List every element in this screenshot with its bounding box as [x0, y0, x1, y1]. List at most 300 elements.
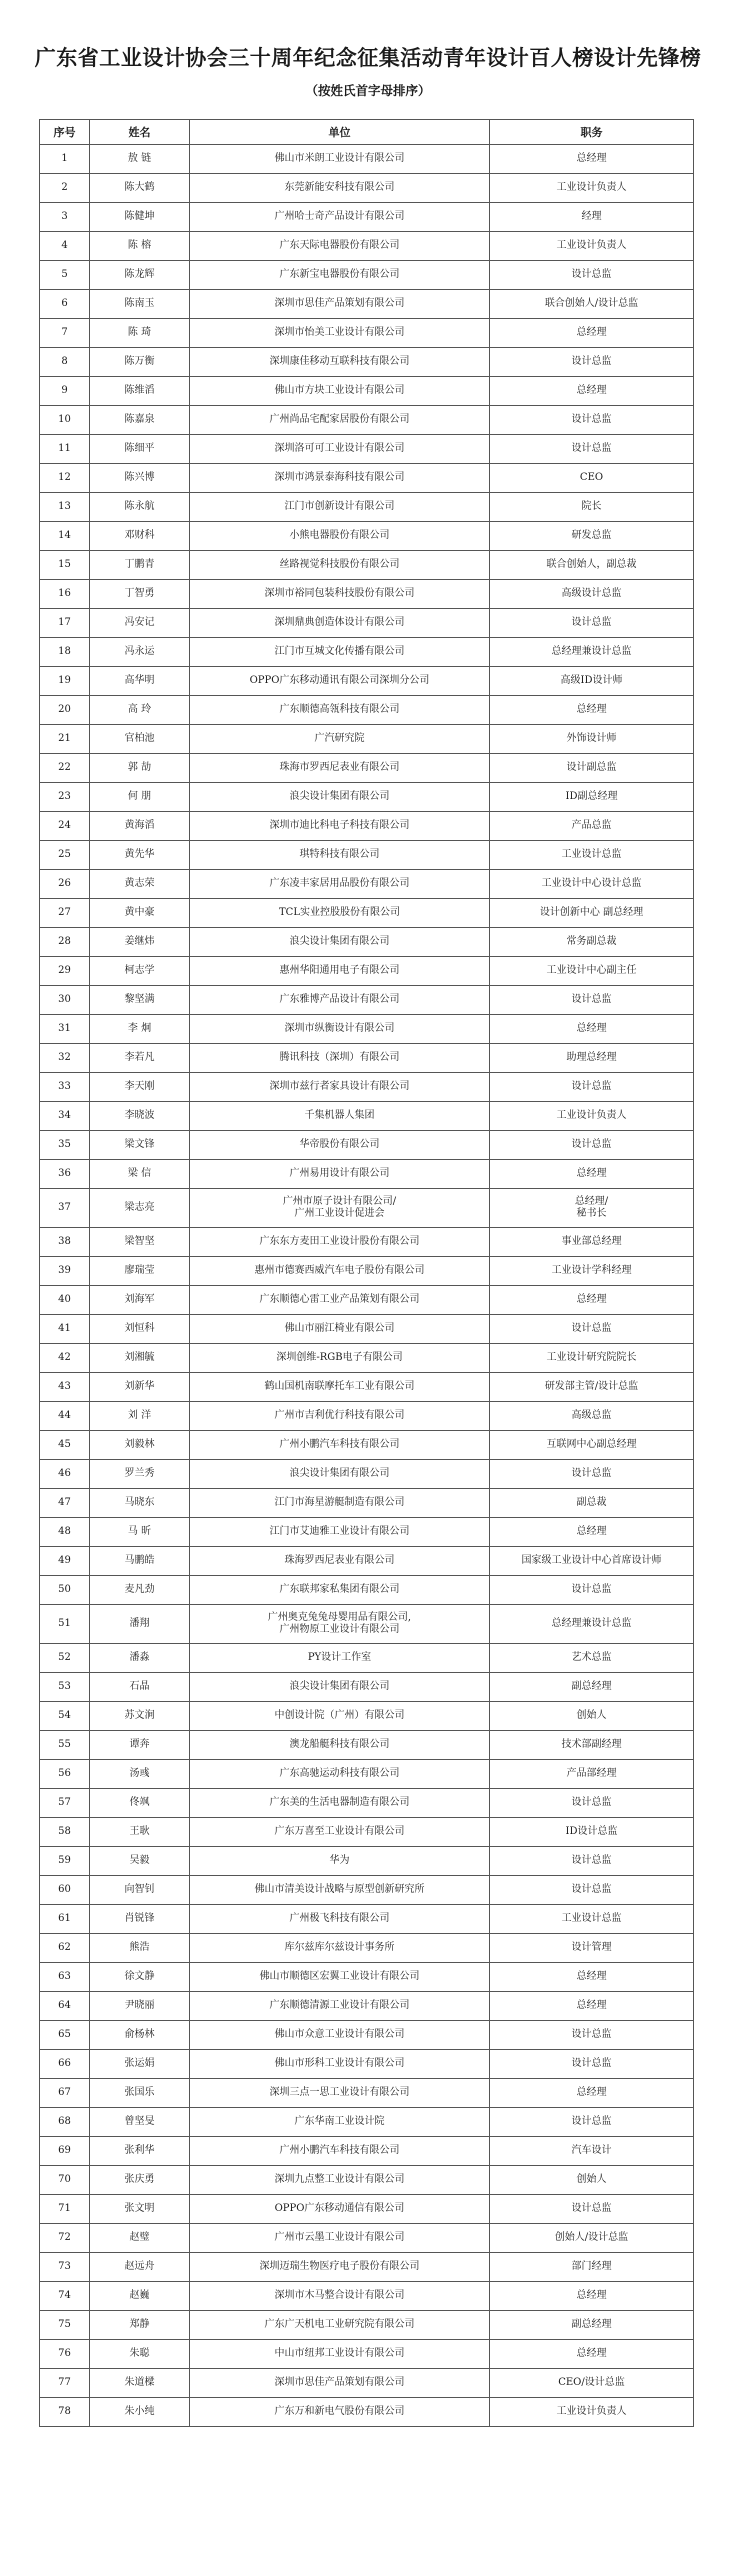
table-row [40, 1131, 694, 1160]
position: 总经理 [490, 1963, 694, 1992]
list-table [39, 119, 694, 2427]
row-number: 67 [40, 2079, 90, 2108]
row-number: 37 [40, 1189, 90, 1228]
table-row [40, 2021, 694, 2050]
organization: OPPO广东移动通信有限公司 [190, 2195, 490, 2224]
person-name: 佟飒 [90, 1789, 190, 1818]
organization: 腾讯科技（深圳）有限公司 [190, 1044, 490, 1073]
row-number: 66 [40, 2050, 90, 2079]
row-number: 64 [40, 1992, 90, 2021]
table-row [40, 522, 694, 551]
row-number: 39 [40, 1257, 90, 1286]
person-name: 徐文静 [90, 1963, 190, 1992]
row-number: 60 [40, 1876, 90, 1905]
position: 工业设计负责人 [490, 2398, 694, 2427]
table-row [40, 174, 694, 203]
organization: 广州市云墨工业设计有限公司 [190, 2224, 490, 2253]
table-row [40, 2108, 694, 2137]
organization: 深圳市思佳产品策划有限公司 [190, 2369, 490, 2398]
table-row [40, 1673, 694, 1702]
organization: 广州尚品宅配家居股份有限公司 [190, 406, 490, 435]
row-number: 54 [40, 1702, 90, 1731]
person-name: 刘 洋 [90, 1402, 190, 1431]
organization: TCL实业控股股份有限公司 [190, 899, 490, 928]
row-number: 41 [40, 1315, 90, 1344]
table-row [40, 783, 694, 812]
organization: 深圳洛可可工业设计有限公司 [190, 435, 490, 464]
position: 设计总监 [490, 406, 694, 435]
organization: 江门市创新设计有限公司 [190, 493, 490, 522]
position: 设计总监 [490, 261, 694, 290]
organization: 珠海罗西尼表业有限公司 [190, 1547, 490, 1576]
person-name: 汤彧 [90, 1760, 190, 1789]
table-row [40, 957, 694, 986]
organization: 深圳市裕同包装科技股份有限公司 [190, 580, 490, 609]
person-name: 熊浩 [90, 1934, 190, 1963]
organization: 江门市互城文化传播有限公司 [190, 638, 490, 667]
position: 高级设计总监 [490, 580, 694, 609]
row-number: 42 [40, 1344, 90, 1373]
person-name: 梁智坚 [90, 1228, 190, 1257]
position: 设计总监 [490, 1131, 694, 1160]
row-number: 47 [40, 1489, 90, 1518]
table-row [40, 812, 694, 841]
organization: 浪尖设计集团有限公司 [190, 1673, 490, 1702]
person-name: 张国乐 [90, 2079, 190, 2108]
row-number: 46 [40, 1460, 90, 1489]
position: 汽车设计 [490, 2137, 694, 2166]
organization: 广东凌丰家居用品股份有限公司 [190, 870, 490, 899]
position: 常务副总裁 [490, 928, 694, 957]
table-row [40, 1228, 694, 1257]
table-row [40, 609, 694, 638]
position: 高级总监 [490, 1402, 694, 1431]
row-number: 22 [40, 754, 90, 783]
person-name: 黄海滔 [90, 812, 190, 841]
person-name: 丁鹏青 [90, 551, 190, 580]
position: 总经理 [490, 1015, 694, 1044]
organization: 深圳市纵衡设计有限公司 [190, 1015, 490, 1044]
position: 设计总监 [490, 1789, 694, 1818]
person-name: 李天刚 [90, 1073, 190, 1102]
row-number: 3 [40, 203, 90, 232]
person-name: 李晓波 [90, 1102, 190, 1131]
header-number: 序号 [40, 120, 90, 145]
table-row [40, 1818, 694, 1847]
table-row [40, 580, 694, 609]
organization: 惠州华阳通用电子有限公司 [190, 957, 490, 986]
position: 设计总监 [490, 2108, 694, 2137]
position: 国家级工业设计中心首席设计师 [490, 1547, 694, 1576]
row-number: 31 [40, 1015, 90, 1044]
person-name: 朱道樑 [90, 2369, 190, 2398]
organization: 深圳鼎典创造体设计有限公司 [190, 609, 490, 638]
person-name: 柯志学 [90, 957, 190, 986]
position: 产品部经理 [490, 1760, 694, 1789]
person-name: 官柏池 [90, 725, 190, 754]
position: ID设计总监 [490, 1818, 694, 1847]
person-name: 刘湘毓 [90, 1344, 190, 1373]
person-name: 黄先华 [90, 841, 190, 870]
row-number: 59 [40, 1847, 90, 1876]
row-number: 23 [40, 783, 90, 812]
row-number: 56 [40, 1760, 90, 1789]
person-name: 陈 榕 [90, 232, 190, 261]
row-number: 32 [40, 1044, 90, 1073]
organization: 浪尖设计集团有限公司 [190, 1460, 490, 1489]
organization: 东莞新能安科技有限公司 [190, 174, 490, 203]
table-row [40, 2079, 694, 2108]
person-name: 潘淼 [90, 1644, 190, 1673]
person-name: 赵璧 [90, 2224, 190, 2253]
row-number: 57 [40, 1789, 90, 1818]
row-number: 65 [40, 2021, 90, 2050]
position: 总经理 [490, 2282, 694, 2311]
organization: 库尔兹库尔兹设计事务所 [190, 1934, 490, 1963]
organization: 广州哈士奇产品设计有限公司 [190, 203, 490, 232]
table-row [40, 899, 694, 928]
position: 设计总监 [490, 1315, 694, 1344]
position: CEO/设计总监 [490, 2369, 694, 2398]
table-row [40, 1876, 694, 1905]
row-number: 16 [40, 580, 90, 609]
table-row [40, 1847, 694, 1876]
row-number: 20 [40, 696, 90, 725]
position: 工业设计总监 [490, 1905, 694, 1934]
person-name: 张文明 [90, 2195, 190, 2224]
table-row [40, 2282, 694, 2311]
person-name: 潘翔 [90, 1605, 190, 1644]
row-number: 26 [40, 870, 90, 899]
position: 总经理 [490, 1992, 694, 2021]
table-row [40, 1257, 694, 1286]
row-number: 70 [40, 2166, 90, 2195]
organization: 广东联邦家私集团有限公司 [190, 1576, 490, 1605]
row-number: 43 [40, 1373, 90, 1402]
table-row [40, 2050, 694, 2079]
table-row [40, 1044, 694, 1073]
table-row [40, 1789, 694, 1818]
row-number: 45 [40, 1431, 90, 1460]
position: 工业设计总监 [490, 841, 694, 870]
row-number: 21 [40, 725, 90, 754]
person-name: 陈维滔 [90, 377, 190, 406]
row-number: 40 [40, 1286, 90, 1315]
person-name: 俞杨林 [90, 2021, 190, 2050]
table-row [40, 2398, 694, 2427]
row-number: 76 [40, 2340, 90, 2369]
person-name: 朱小纯 [90, 2398, 190, 2427]
table-body [40, 145, 694, 2427]
position: 设计总监 [490, 2195, 694, 2224]
position: 设计总监 [490, 2050, 694, 2079]
table-row [40, 1460, 694, 1489]
person-name: 张运娟 [90, 2050, 190, 2079]
organization: 佛山市丽江椅业有限公司 [190, 1315, 490, 1344]
position: 总经理/ 秘书长 [490, 1189, 694, 1228]
table-row [40, 1286, 694, 1315]
row-number: 51 [40, 1605, 90, 1644]
organization: 江门市艾迪雅工业设计有限公司 [190, 1518, 490, 1547]
organization: 澳龙船艇科技有限公司 [190, 1731, 490, 1760]
position: 总经理 [490, 2340, 694, 2369]
row-number: 63 [40, 1963, 90, 1992]
position: 工业设计负责人 [490, 232, 694, 261]
organization: 千集机器人集团 [190, 1102, 490, 1131]
person-name: 李若凡 [90, 1044, 190, 1073]
position: 设计管理 [490, 1934, 694, 1963]
person-name: 黄志荣 [90, 870, 190, 899]
row-number: 19 [40, 667, 90, 696]
organization: 广州小鹏汽车科技有限公司 [190, 1431, 490, 1460]
organization: 中创设计院（广州）有限公司 [190, 1702, 490, 1731]
table-row [40, 696, 694, 725]
organization: 深圳市怡美工业设计有限公司 [190, 319, 490, 348]
organization: 深圳市兹行者家具设计有限公司 [190, 1073, 490, 1102]
organization: 深圳市木马整合设计有限公司 [190, 2282, 490, 2311]
table-row [40, 754, 694, 783]
person-name: 廖瑞莹 [90, 1257, 190, 1286]
position: 总经理 [490, 1286, 694, 1315]
position: 设计总监 [490, 609, 694, 638]
row-number: 4 [40, 232, 90, 261]
organization: 深圳康佳移动互联科技有限公司 [190, 348, 490, 377]
table-row [40, 1489, 694, 1518]
table-row [40, 551, 694, 580]
table-row [40, 841, 694, 870]
position: 总经理 [490, 696, 694, 725]
table-row [40, 290, 694, 319]
row-number: 30 [40, 986, 90, 1015]
organization: 深圳创维-RGB电子有限公司 [190, 1344, 490, 1373]
position: 创始人/设计总监 [490, 2224, 694, 2253]
header-position: 职务 [490, 120, 694, 145]
person-name: 姜继炜 [90, 928, 190, 957]
table-row [40, 464, 694, 493]
organization: 广州小鹏汽车科技有限公司 [190, 2137, 490, 2166]
organization: 深圳市思佳产品策划有限公司 [190, 290, 490, 319]
person-name: 陈健坤 [90, 203, 190, 232]
organization: 浪尖设计集团有限公司 [190, 783, 490, 812]
table-row [40, 145, 694, 174]
table-row [40, 725, 694, 754]
person-name: 王耿 [90, 1818, 190, 1847]
header-name: 姓名 [90, 120, 190, 145]
table-row [40, 1905, 694, 1934]
person-name: 肖锐锋 [90, 1905, 190, 1934]
table-row [40, 261, 694, 290]
row-number: 28 [40, 928, 90, 957]
organization: 华为 [190, 1847, 490, 1876]
organization: 广州奥克兔兔母婴用品有限公司, 广州物原工业设计有限公司 [190, 1605, 490, 1644]
organization: 广东万喜至工业设计有限公司 [190, 1818, 490, 1847]
table-row [40, 2311, 694, 2340]
row-number: 2 [40, 174, 90, 203]
row-number: 77 [40, 2369, 90, 2398]
organization: 广汽研究院 [190, 725, 490, 754]
row-number: 18 [40, 638, 90, 667]
organization: 江门市海星游艇制造有限公司 [190, 1489, 490, 1518]
table-row [40, 348, 694, 377]
person-name: 丁智勇 [90, 580, 190, 609]
row-number: 17 [40, 609, 90, 638]
position: 总经理 [490, 319, 694, 348]
table-row [40, 1189, 694, 1228]
table-row [40, 2166, 694, 2195]
table-row [40, 1934, 694, 1963]
table-row [40, 232, 694, 261]
row-number: 25 [40, 841, 90, 870]
person-name: 马鹏皓 [90, 1547, 190, 1576]
person-name: 刘毅林 [90, 1431, 190, 1460]
person-name: 梁 信 [90, 1160, 190, 1189]
position: 设计副总监 [490, 754, 694, 783]
table-row [40, 1644, 694, 1673]
position: 外饰设计师 [490, 725, 694, 754]
person-name: 陈万衡 [90, 348, 190, 377]
table-row [40, 1344, 694, 1373]
person-name: 冯永运 [90, 638, 190, 667]
table-row [40, 435, 694, 464]
page-subtitle: （按姓氏首字母排序） [305, 83, 431, 98]
person-name: 谭奔 [90, 1731, 190, 1760]
position: 经理 [490, 203, 694, 232]
table-row [40, 2340, 694, 2369]
organization: 佛山市米朗工业设计有限公司 [190, 145, 490, 174]
row-number: 53 [40, 1673, 90, 1702]
table-header-row [40, 120, 694, 145]
row-number: 68 [40, 2108, 90, 2137]
row-number: 55 [40, 1731, 90, 1760]
row-number: 27 [40, 899, 90, 928]
row-number: 34 [40, 1102, 90, 1131]
row-number: 74 [40, 2282, 90, 2311]
organization: 佛山市清美设计战略与原型创新研究所 [190, 1876, 490, 1905]
row-number: 29 [40, 957, 90, 986]
row-number: 8 [40, 348, 90, 377]
position: 研发总监 [490, 522, 694, 551]
row-number: 75 [40, 2311, 90, 2340]
person-name: 高 玲 [90, 696, 190, 725]
row-number: 78 [40, 2398, 90, 2427]
table-row [40, 1760, 694, 1789]
position: ID副总经理 [490, 783, 694, 812]
position: 副总经理 [490, 1673, 694, 1702]
position: 总经理兼设计总监 [490, 638, 694, 667]
position: 设计总监 [490, 986, 694, 1015]
row-number: 1 [40, 145, 90, 174]
organization: PY设计工作室 [190, 1644, 490, 1673]
table-row [40, 638, 694, 667]
organization: 广东美的生活电器制造有限公司 [190, 1789, 490, 1818]
organization: 中山市纽邦工业设计有限公司 [190, 2340, 490, 2369]
person-name: 郑静 [90, 2311, 190, 2340]
position: 总经理 [490, 145, 694, 174]
position: 工业设计中心设计总监 [490, 870, 694, 899]
organization: 华帝股份有限公司 [190, 1131, 490, 1160]
position: 副总裁 [490, 1489, 694, 1518]
position: 部门经理 [490, 2253, 694, 2282]
position: 设计总监 [490, 435, 694, 464]
position: 联合创始人，副总裁 [490, 551, 694, 580]
organization: 惠州市德赛西威汽车电子股份有限公司 [190, 1257, 490, 1286]
organization: 广东顺德清源工业设计有限公司 [190, 1992, 490, 2021]
position: 互联网中心副总经理 [490, 1431, 694, 1460]
position: 副总经理 [490, 2311, 694, 2340]
organization: 丝路视觉科技股份有限公司 [190, 551, 490, 580]
row-number: 24 [40, 812, 90, 841]
organization: 深圳迈瑞生物医疗电子股份有限公司 [190, 2253, 490, 2282]
table-row [40, 377, 694, 406]
table-row [40, 1547, 694, 1576]
organization: 广州市原子设计有限公司/ 广州工业设计促进会 [190, 1189, 490, 1228]
person-name: 陈永航 [90, 493, 190, 522]
table-row [40, 493, 694, 522]
person-name: 邓财科 [90, 522, 190, 551]
row-number: 49 [40, 1547, 90, 1576]
table-row [40, 2137, 694, 2166]
table-row [40, 1160, 694, 1189]
person-name: 陈龙辉 [90, 261, 190, 290]
person-name: 向智钊 [90, 1876, 190, 1905]
row-number: 72 [40, 2224, 90, 2253]
position: 设计总监 [490, 1876, 694, 1905]
person-name: 梁志亮 [90, 1189, 190, 1228]
organization: OPPO广东移动通讯有限公司深圳分公司 [190, 667, 490, 696]
person-name: 麦凡劲 [90, 1576, 190, 1605]
table-row [40, 1963, 694, 1992]
person-name: 石晶 [90, 1673, 190, 1702]
row-number: 62 [40, 1934, 90, 1963]
position: 工业设计负责人 [490, 174, 694, 203]
position: 工业设计负责人 [490, 1102, 694, 1131]
table-row [40, 870, 694, 899]
page-title: 广东省工业设计协会三十周年纪念征集活动青年设计百人榜设计先锋榜 [34, 46, 702, 70]
table-row [40, 2195, 694, 2224]
position: 工业设计中心副主任 [490, 957, 694, 986]
organization: 广东东方麦田工业设计股份有限公司 [190, 1228, 490, 1257]
organization: 广州极飞科技有限公司 [190, 1905, 490, 1934]
position: 总经理 [490, 2079, 694, 2108]
person-name: 冯安记 [90, 609, 190, 638]
position: 设计总监 [490, 2021, 694, 2050]
table-row [40, 1102, 694, 1131]
person-name: 黄中豪 [90, 899, 190, 928]
row-number: 58 [40, 1818, 90, 1847]
table-row [40, 1518, 694, 1547]
position: 总经理 [490, 1518, 694, 1547]
person-name: 黎坚满 [90, 986, 190, 1015]
table-row [40, 1731, 694, 1760]
person-name: 刘海军 [90, 1286, 190, 1315]
table-row [40, 1702, 694, 1731]
row-number: 52 [40, 1644, 90, 1673]
position: 设计总监 [490, 348, 694, 377]
person-name: 张庆勇 [90, 2166, 190, 2195]
person-name: 高华明 [90, 667, 190, 696]
row-number: 15 [40, 551, 90, 580]
person-name: 陈南玉 [90, 290, 190, 319]
organization: 广东华南工业设计院 [190, 2108, 490, 2137]
organization: 广州易用设计有限公司 [190, 1160, 490, 1189]
table-row [40, 2253, 694, 2282]
person-name: 何 朋 [90, 783, 190, 812]
person-name: 曾坚旻 [90, 2108, 190, 2137]
person-name: 陈兴博 [90, 464, 190, 493]
person-name: 马晓东 [90, 1489, 190, 1518]
row-number: 36 [40, 1160, 90, 1189]
row-number: 10 [40, 406, 90, 435]
